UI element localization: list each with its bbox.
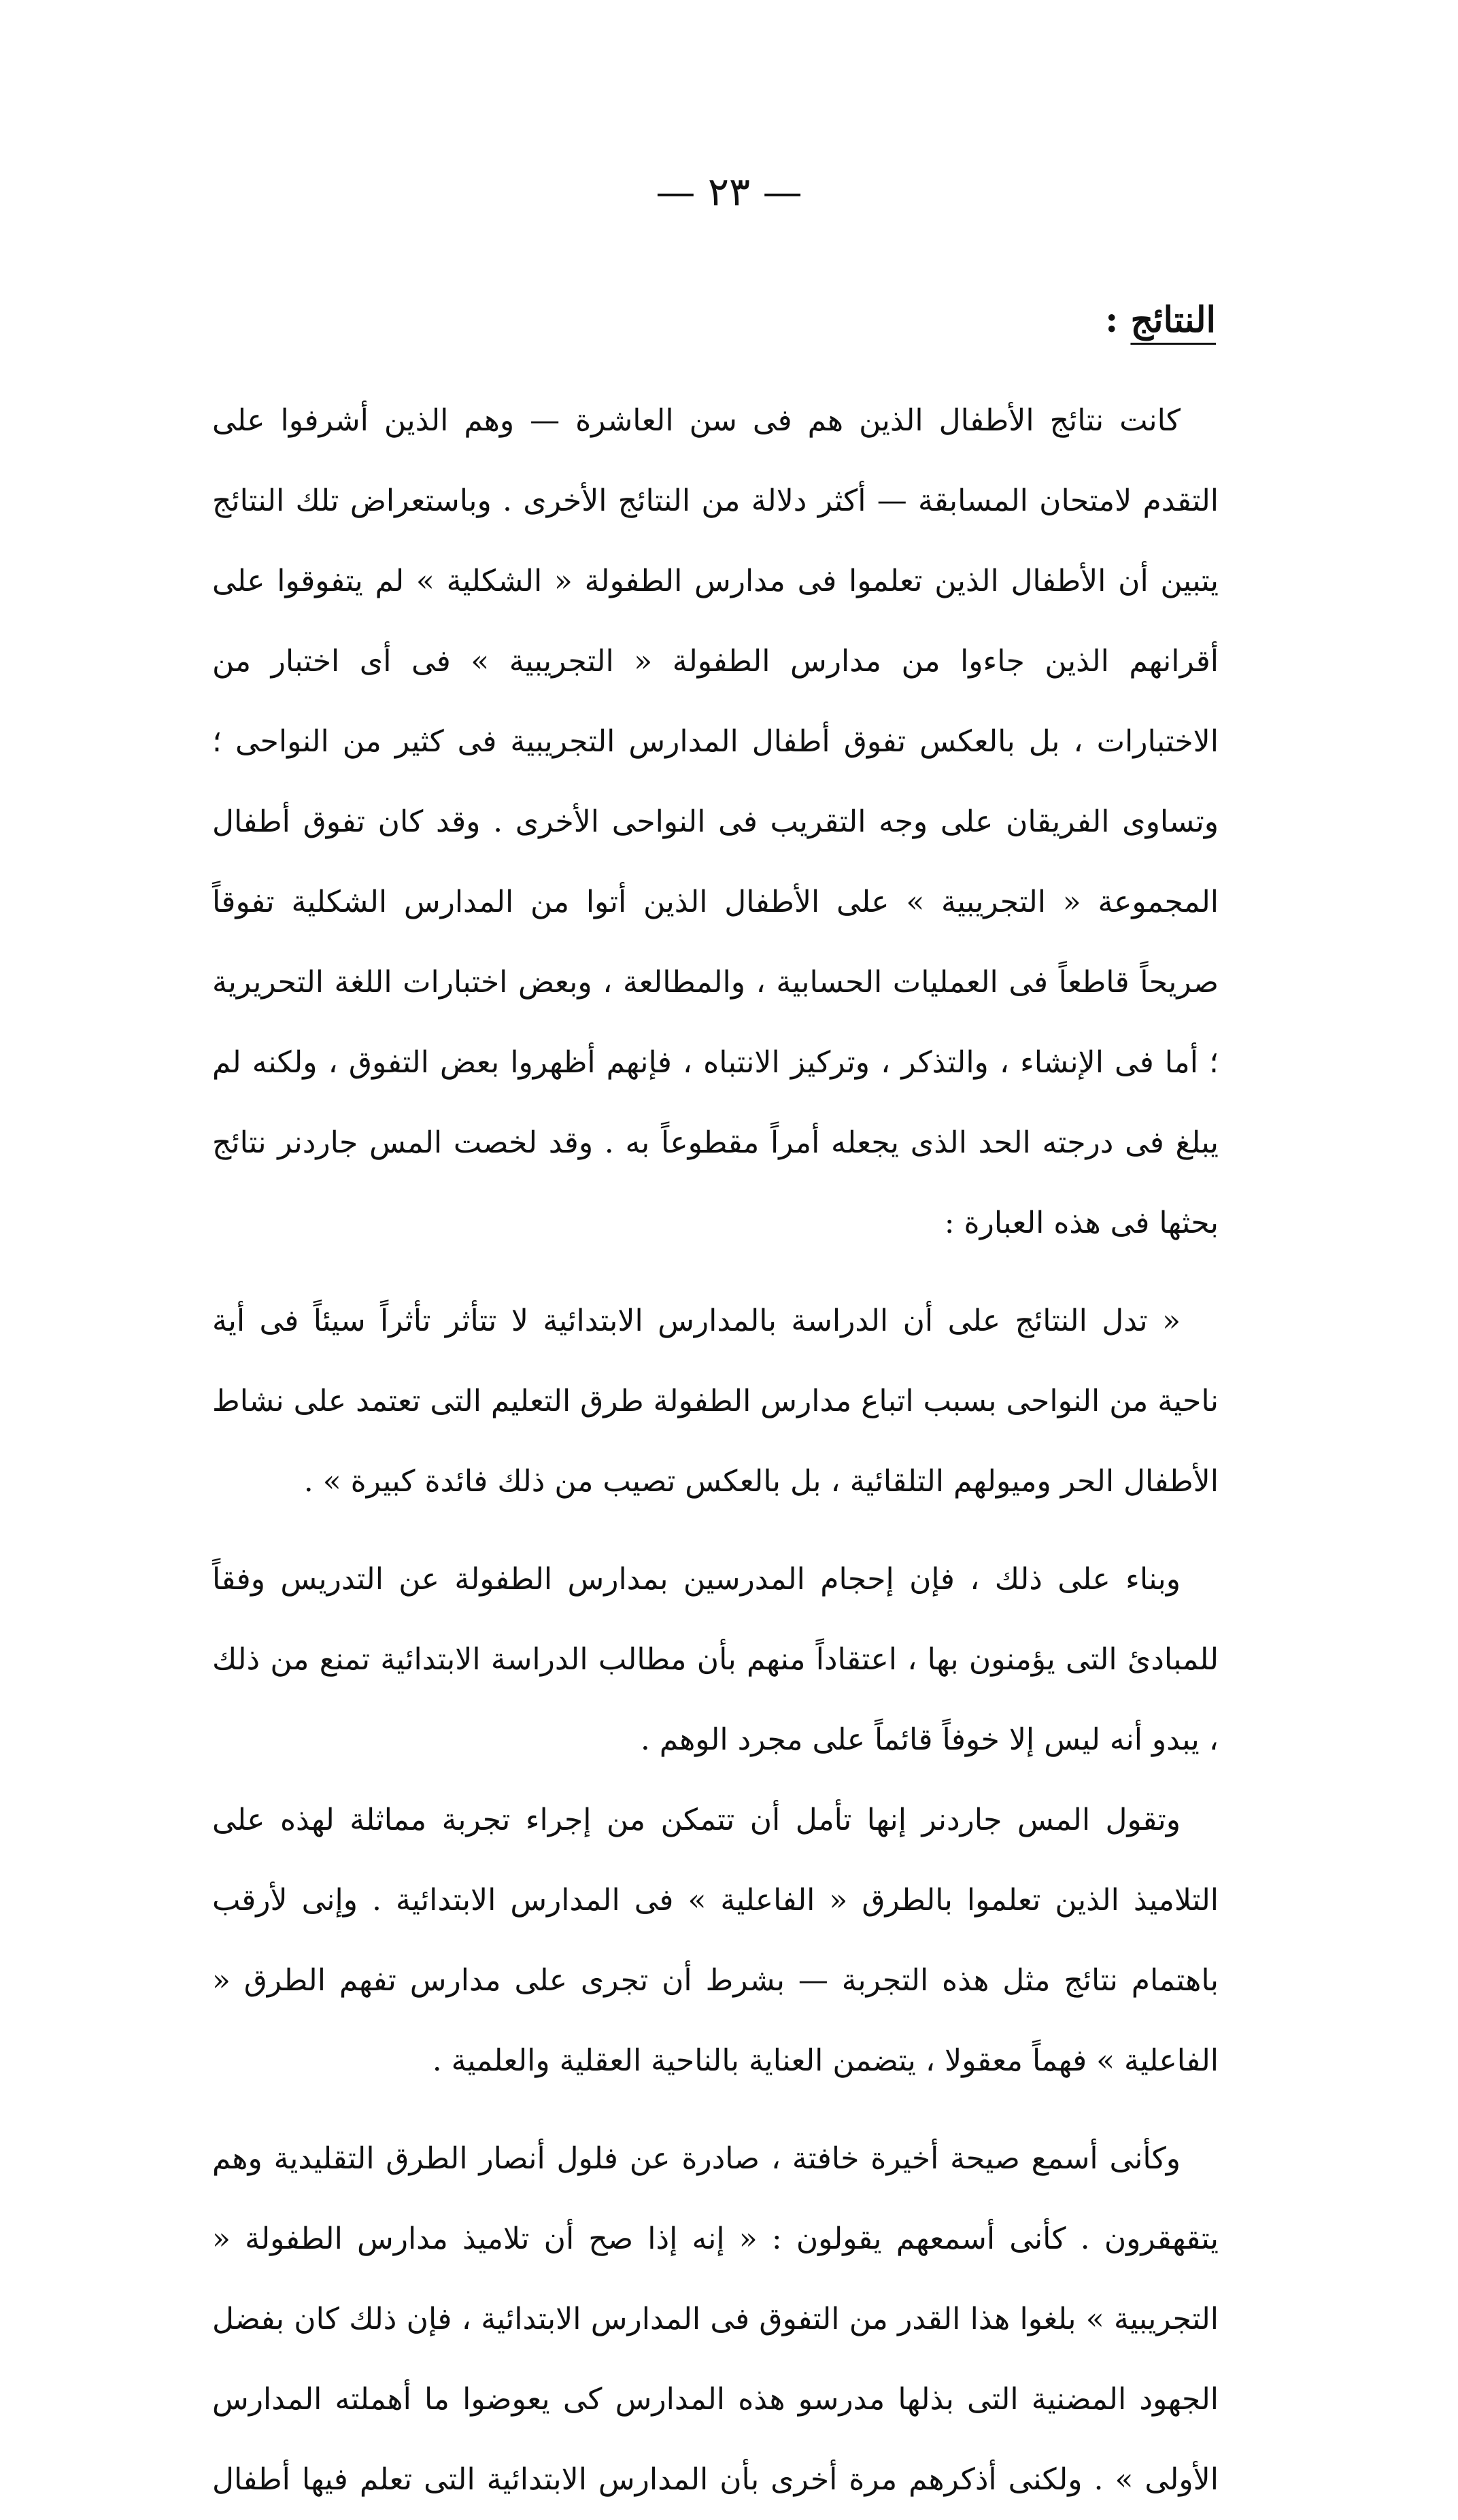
body-text — [212, 381, 1219, 2520]
paragraph-consequence: وبناء على ذلك ، فإن إحجام المدرسين بمدارس الطفولة عن التدريس وفقاً للمبادئ التى يؤمنون بها ، اعتقاداً منهم بأن مطالب الدراسة الابتدائية تمنع من ذلك ، يبدو أنه ليس إلا خوفاً قائماً على مجرد الوهم . — [212, 1562, 1219, 1757]
paragraph-objection: وكأنى أسمع صيحة أخيرة خافتة ، صادرة عن فلول أنصار الطرق التقليدية وهم يتقهقرون . كأنى أسمعهم يقولون : « إنه إذا صح أن تلاميذ مدارس الطفولة « التجريبية » بلغوا هذا القدر من التفوق فى المدارس الابتدائية ، فإن ذلك كان بفضل الجهود المضنية التى بذلها مدرسو هذه المدارس كى يعوضوا ما أهملته المدارس الأولى » . ولكنى أذكرهم مرة أخرى بأن المدارس الابتدائية التى تعلم فيها أطفال — [212, 2141, 1219, 2497]
paragraph-gardner-hope: وتقول المس جاردنر إنها تأمل أن تتمكن من إجراء تجربة مماثلة لهذه على التلاميذ الذين تعلموا بالطرق « الفاعلية » فى المدارس الابتدائية . وإنى لأرقب باهتمام نتائج مثل هذه التجربة — بشرط أن تجرى على مدارس تفهم الطرق « الفاعلية » فهماً معقولا ، يتضمن العناية بالناحية العقلية والعلمية . — [212, 1803, 1219, 2078]
section-heading-text: النتائج — [1130, 299, 1216, 341]
paragraph-results: كانت نتائج الأطفال الذين هم فى سن العاشرة — وهم الذين أشرفوا على التقدم لامتحان المسابقة — أكثر دلالة من النتائج الأخرى . وباستعراض تلك النتائج يتبين أن الأطفال الذين تعلموا فى مدارس الطفولة « الشكلية » لم يتفوقوا على أقرانهم الذين جاءوا من مدارس الطفولة « التجريبية » فى أى اختبار من الاختبارات ، بل بالعكس تفوق أطفال المدارس التجريبية فى كثير من النواحى ؛ وتساوى الفريقان على وجه التقريب فى النواحى الأخرى . وقد كان تفوق أطفال المجموعة « التجريبية » على الأطفال الذين أتوا من المدارس الشكلية تفوقاً صريحاً قاطعاً فى العمليات الحسابية ، والمطالعة ، وبعض اختبارات اللغة التحريرية ؛ أما فى الإنشاء ، والتذكر ، وتركيز الانتباه ، فإنهم أظهروا بعض التفوق ، ولكنه لم يبلغ فى درجته الحد الذى يجعله أمراً مقطوعاً به . وقد لخصت المس جاردنر نتائج بحثها فى هذه العبارة : — [212, 403, 1219, 1240]
section-heading — [1105, 299, 1216, 341]
paragraph-quotation: « تدل النتائج على أن الدراسة بالمدارس الابتدائية لا تتأثر تأثراً سيئاً فى أية ناحية من النواحى بسبب اتباع مدارس الطفولة طرق التعليم التى تعتمد على نشاط الأطفال الحر وميولهم التلقائية ، بل بالعكس تصيب من ذلك فائدة كبيرة » . — [212, 1304, 1219, 1499]
section-heading-colon: : — [1105, 299, 1131, 341]
page-number: — ٢٣ — — [656, 169, 802, 215]
